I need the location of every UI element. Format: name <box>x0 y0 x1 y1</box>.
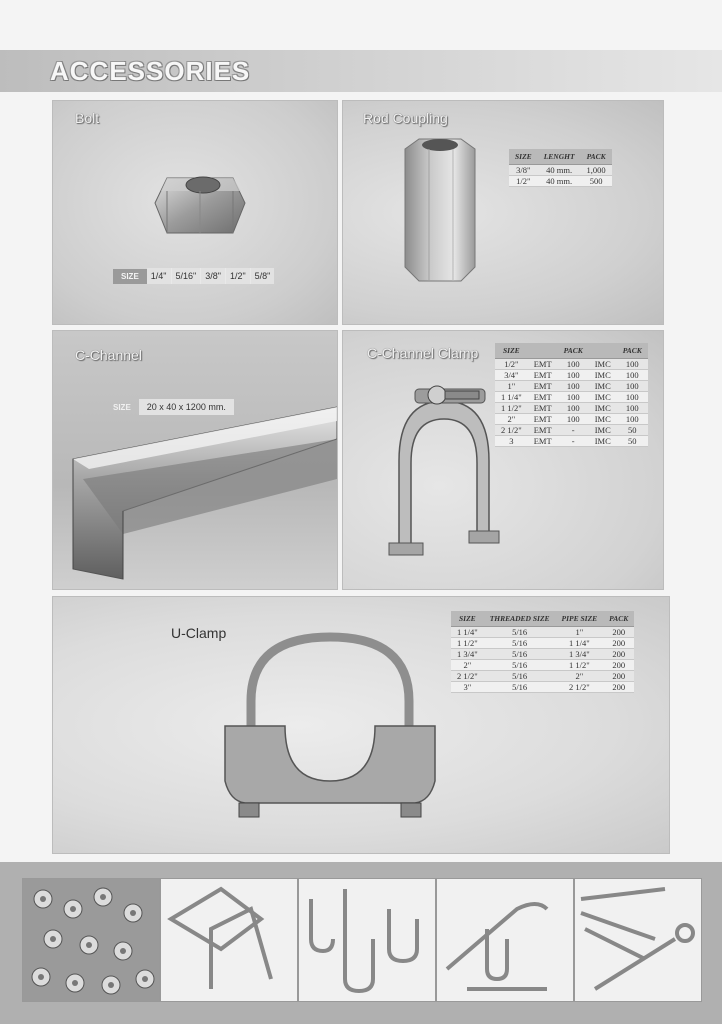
rod-coupling-title: Rod Coupling <box>363 110 448 126</box>
table-cell: IMC <box>589 359 617 370</box>
table-cell: 40 mm. <box>538 176 581 187</box>
table-cell: 200 <box>603 682 634 693</box>
table-cell: 3/4" <box>495 370 528 381</box>
j-bolts-photo <box>298 878 436 1002</box>
table-cell: 2" <box>451 660 484 671</box>
table-cell: 2" <box>556 671 604 682</box>
table-cell: EMT <box>528 425 558 436</box>
table-cell: 200 <box>603 660 634 671</box>
table-row <box>451 627 634 638</box>
table-cell: 100 <box>558 370 589 381</box>
table-cell: 5/16 <box>484 682 556 693</box>
table-cell: IMC <box>589 381 617 392</box>
table-cell: 5/16 <box>484 660 556 671</box>
table-cell: 1 1/2" <box>451 638 484 649</box>
table-row <box>451 638 634 649</box>
table-cell: 100 <box>558 359 589 370</box>
table-cell: IMC <box>589 436 617 447</box>
table-cell: IMC <box>589 392 617 403</box>
table-cell: 2 1/2" <box>495 425 528 436</box>
eye-bolts-photo <box>574 878 702 1002</box>
table-cell: 1 3/4" <box>556 649 604 660</box>
table-header: LENGHT <box>538 149 581 165</box>
table-cell: 3 <box>495 436 528 447</box>
table-cell: 5/16 <box>484 627 556 638</box>
table-cell: 100 <box>558 403 589 414</box>
table-cell: 100 <box>558 414 589 425</box>
bolt-size-strip <box>113 268 274 284</box>
table-cell: 100 <box>558 392 589 403</box>
table-cell: 100 <box>558 381 589 392</box>
rod-coupling-panel <box>342 100 664 325</box>
table-row <box>509 165 612 176</box>
washers-photo <box>22 878 160 1002</box>
table-cell: 40 mm. <box>538 165 581 176</box>
c-channel-clamp-image <box>379 371 509 571</box>
table-cell: 5/16 <box>484 649 556 660</box>
bolt-title: Bolt <box>75 110 100 126</box>
c-channel-clamp-table <box>495 343 648 447</box>
table-row <box>495 370 648 381</box>
table-cell: 1" <box>556 627 604 638</box>
table-cell: 1 1/2" <box>495 403 528 414</box>
table-cell: 5/16 <box>484 671 556 682</box>
c-channel-panel <box>52 330 338 590</box>
u-clamp-title: U-Clamp <box>171 625 227 641</box>
table-header: PACK <box>617 343 648 359</box>
table-cell: 1 1/2" <box>556 660 604 671</box>
rod-coupling-table <box>509 149 612 187</box>
page-title: ACCESSORIES <box>50 56 251 86</box>
table-cell: 100 <box>617 370 648 381</box>
table-row <box>451 649 634 660</box>
table-cell: EMT <box>528 359 558 370</box>
c-channel-title: C-Channel <box>75 347 142 363</box>
table-row <box>495 425 648 436</box>
table-cell: 200 <box>603 671 634 682</box>
table-header: PIPE SIZE <box>556 611 604 627</box>
table-cell: 100 <box>617 403 648 414</box>
table-cell: 1,000 <box>581 165 612 176</box>
bolt-size-value: 3/8" <box>200 268 225 284</box>
table-cell: EMT <box>528 370 558 381</box>
table-row <box>495 359 648 370</box>
table-row <box>495 381 648 392</box>
table-cell: 50 <box>617 425 648 436</box>
table-cell: EMT <box>528 381 558 392</box>
bolt-size-value: 1/4" <box>147 268 171 284</box>
table-cell: 3/8" <box>509 165 538 176</box>
table-cell: IMC <box>589 403 617 414</box>
u-clamp-panel <box>52 596 670 854</box>
table-cell: EMT <box>528 436 558 447</box>
table-cell: 2" <box>495 414 528 425</box>
table-cell: 500 <box>581 176 612 187</box>
table-cell: 2 1/2" <box>556 682 604 693</box>
c-channel-size-value: 20 x 40 x 1200 mm. <box>139 399 234 415</box>
u-clamp-table <box>451 611 634 693</box>
table-row <box>495 436 648 447</box>
c-channel-image <box>53 399 337 589</box>
table-cell: 1" <box>495 381 528 392</box>
u-bolts-photo <box>436 878 574 1002</box>
table-cell: 200 <box>603 649 634 660</box>
table-cell: 1/2" <box>495 359 528 370</box>
table-header: SIZE <box>509 149 538 165</box>
u-clamp-image <box>215 631 445 831</box>
table-header: PACK <box>581 149 612 165</box>
table-cell: 1 1/4" <box>495 392 528 403</box>
table-row <box>495 392 648 403</box>
table-header: SIZE <box>495 343 528 359</box>
bolt-size-label: SIZE <box>113 269 147 284</box>
bolt-size-value: 5/16" <box>171 268 201 284</box>
table-cell: 50 <box>617 436 648 447</box>
table-row <box>495 414 648 425</box>
table-cell: - <box>558 436 589 447</box>
table-cell: - <box>558 425 589 436</box>
table-cell: 200 <box>603 638 634 649</box>
table-cell: EMT <box>528 414 558 425</box>
bent-rods-photo <box>160 878 298 1002</box>
table-cell: 1/2" <box>509 176 538 187</box>
table-row <box>495 403 648 414</box>
table-cell: 100 <box>617 414 648 425</box>
table-header: SIZE <box>451 611 484 627</box>
table-row <box>451 682 634 693</box>
table-cell: 1 1/4" <box>451 627 484 638</box>
c-channel-clamp-panel <box>342 330 664 590</box>
table-cell: EMT <box>528 403 558 414</box>
c-channel-size-label: SIZE <box>113 402 131 412</box>
bolt-size-value: 1/2" <box>225 268 250 284</box>
table-header: THREADED SIZE <box>484 611 556 627</box>
table-header <box>589 343 617 359</box>
table-header: PACK <box>603 611 634 627</box>
table-cell: IMC <box>589 425 617 436</box>
table-row <box>509 176 612 187</box>
bolt-size-value: 5/8" <box>250 268 275 284</box>
table-cell: IMC <box>589 370 617 381</box>
table-header: PACK <box>558 343 589 359</box>
bolt-panel <box>52 100 338 325</box>
table-cell: 100 <box>617 381 648 392</box>
table-row <box>451 660 634 671</box>
table-row <box>451 671 634 682</box>
table-cell: IMC <box>589 414 617 425</box>
hex-nut-image <box>145 163 255 253</box>
table-cell: 1 3/4" <box>451 649 484 660</box>
table-header <box>528 343 558 359</box>
rod-coupling-image <box>395 135 485 285</box>
table-cell: 1 1/4" <box>556 638 604 649</box>
table-cell: 2 1/2" <box>451 671 484 682</box>
table-cell: 200 <box>603 627 634 638</box>
table-cell: 100 <box>617 359 648 370</box>
table-cell: 3" <box>451 682 484 693</box>
table-cell: EMT <box>528 392 558 403</box>
table-cell: 100 <box>617 392 648 403</box>
table-cell: 5/16 <box>484 638 556 649</box>
c-channel-clamp-title: C-Channel Clamp <box>367 345 479 361</box>
